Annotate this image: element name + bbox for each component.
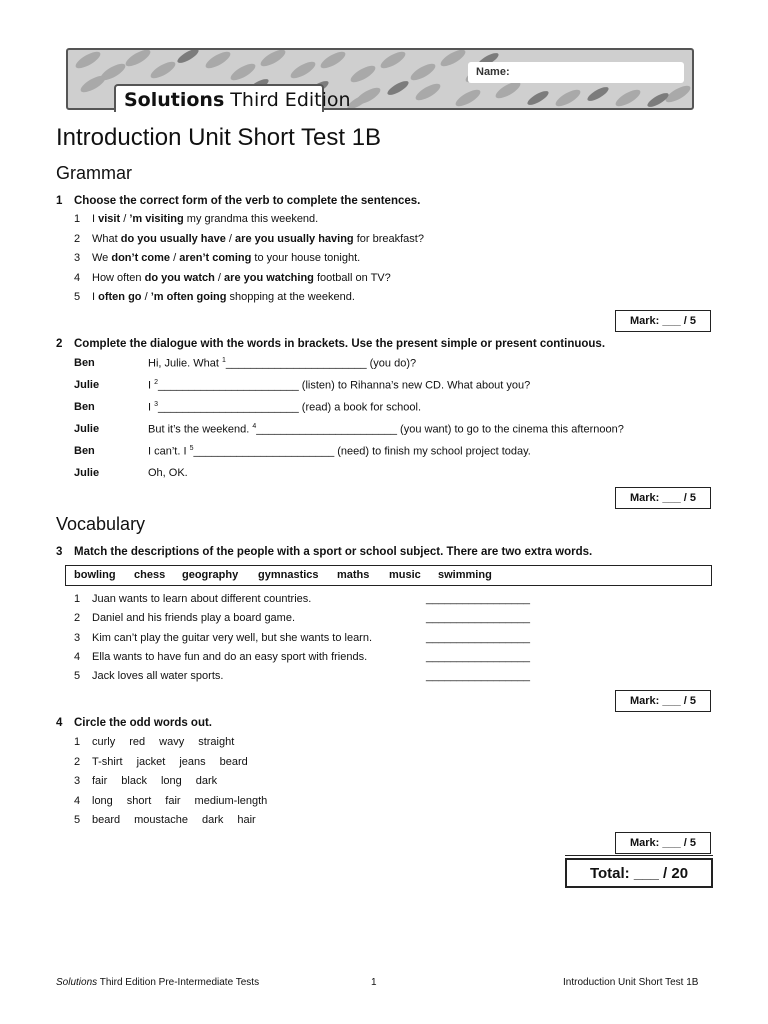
odd-word-option[interactable]: fair [165, 794, 181, 807]
odd-word-option[interactable]: straight [198, 736, 235, 748]
footer-left [56, 977, 259, 988]
odd-word-option[interactable]: jacket [136, 755, 166, 768]
odd-word-option[interactable]: dark [195, 775, 218, 787]
page-title: Introduction Unit Short Test 1B [56, 124, 382, 151]
item-number: 2 [74, 755, 81, 768]
word-option: geography [182, 569, 239, 581]
dialogue-line: But it’s the weekend. $^4$_______________________ (you want) to go to the cinema this afternoon? [148, 423, 624, 436]
footer-series: Solutions [56, 977, 98, 988]
item-text: Ella wants to have fun and do an easy sport with friends. [92, 650, 368, 663]
answer-blank[interactable]: _________________ [426, 631, 531, 644]
answer-blank[interactable]: _________________ [426, 593, 531, 605]
dialogue-speaker: Julie [74, 379, 100, 391]
item-text: Kim can’t play the guitar very well, but she wants to learn. [92, 631, 373, 644]
item-words [92, 814, 270, 826]
item-text: I visit / ’m visiting my grandma this weekend. [92, 213, 319, 225]
odd-word-option[interactable]: beard [92, 814, 121, 826]
item-number: 5 [74, 814, 81, 826]
odd-word-option[interactable]: moustache [134, 814, 188, 826]
section-vocabulary: Vocabulary [56, 514, 146, 534]
item-words [92, 756, 262, 768]
odd-word-option[interactable]: T-shirt [92, 755, 123, 768]
dialogue-speaker: Ben [74, 445, 95, 457]
question-2-instruction [56, 338, 605, 350]
question-text: Circle the odd words out. [74, 717, 213, 729]
odd-word-option[interactable]: long [160, 775, 182, 787]
question-3-instruction [56, 546, 592, 558]
odd-word-option[interactable]: hair [237, 814, 256, 826]
dialogue-line: I $^3$_______________________ (read) a book for school. [148, 401, 422, 414]
item-number: 1 [74, 593, 81, 605]
mark-box-q1: Mark: ___ / 5 [615, 310, 711, 332]
item-number: 5 [74, 670, 81, 683]
item-number: 2 [74, 232, 81, 245]
odd-word-option[interactable]: dark [201, 814, 224, 826]
item-number: 1 [74, 213, 81, 225]
mark-box-q3: Mark: ___ / 5 [615, 690, 711, 712]
question-text: Complete the dialogue with the words in brackets. Use the present simple or present continuous. [74, 338, 606, 350]
odd-word-option[interactable]: red [129, 736, 146, 748]
mark-box-q4: Mark: ___ / 5 [615, 832, 711, 854]
total-box: Total: ___ / 20 [565, 858, 713, 888]
dialogue-line: Hi, Julie. What $^1$_______________________ (you do)? [148, 357, 417, 370]
dialogue-speaker: Ben [74, 357, 95, 369]
odd-word-option[interactable]: jeans [179, 755, 206, 768]
item-text: Jack loves all water sports. [92, 670, 224, 683]
question-number: 1 [56, 195, 63, 207]
word-option: maths [337, 569, 370, 581]
question-text: Choose the correct form of the verb to complete the sentences. [74, 195, 421, 207]
item-number: 4 [74, 271, 81, 284]
dialogue-line: Oh, OK. [148, 467, 188, 479]
total-top-rule [565, 855, 713, 856]
item-text: How often do you watch / are you watching football on TV? [92, 271, 391, 284]
footer-right: Introduction Unit Short Test 1B [563, 977, 699, 988]
item-number: 3 [74, 775, 81, 787]
dialogue-line: I $^2$_______________________ (listen) to Rihanna’s new CD. What about you? [148, 379, 531, 392]
item-number: 3 [74, 631, 81, 644]
item-number: 2 [74, 612, 81, 625]
odd-word-option[interactable]: fair [92, 775, 108, 787]
odd-word-option[interactable]: medium-length [194, 794, 268, 807]
item-words [92, 795, 281, 807]
word-option: music [389, 569, 421, 581]
word-box [65, 565, 712, 586]
item-text: We don’t come / aren’t coming to your house tonight. [92, 252, 361, 264]
item-text: I often go / ’m often going shopping at the weekend. [92, 291, 355, 303]
question-1-instruction [56, 195, 420, 207]
dialogue-speaker: Julie [74, 423, 100, 435]
word-option: bowling [74, 569, 116, 581]
brand-bold: Solutions [124, 89, 225, 111]
item-number: 4 [74, 794, 81, 807]
odd-word-option[interactable]: black [121, 775, 147, 787]
word-option: swimming [438, 569, 492, 581]
item-number: 1 [74, 736, 81, 748]
brand-rest: Third Edition [224, 89, 351, 111]
mark-box-q2: Mark: ___ / 5 [615, 487, 711, 509]
item-text: Juan wants to learn about different countries. [92, 593, 312, 605]
item-text: Daniel and his friends play a board game. [92, 612, 296, 625]
dialogue-line: I can’t. I $^5$_______________________ (need) to finish my school project today. [148, 445, 531, 458]
odd-word-option[interactable]: short [126, 794, 152, 807]
page-number: 1 [371, 977, 377, 988]
dialogue-speaker: Ben [74, 401, 95, 413]
answer-blank[interactable]: _________________ [426, 612, 531, 625]
odd-word-option[interactable]: long [92, 794, 113, 807]
odd-word-option[interactable]: beard [219, 755, 248, 768]
odd-word-option[interactable]: curly [92, 736, 116, 748]
brand-logo [124, 89, 351, 111]
item-words [92, 775, 231, 787]
answer-blank[interactable]: _________________ [426, 670, 531, 683]
odd-word-option[interactable]: wavy [159, 736, 185, 748]
dialogue-speaker: Julie [74, 467, 100, 479]
question-number: 3 [56, 546, 63, 558]
item-number: 5 [74, 291, 81, 303]
item-words [92, 736, 248, 748]
question-4-instruction [56, 717, 212, 729]
item-number: 3 [74, 252, 81, 264]
answer-blank[interactable]: _________________ [426, 650, 531, 663]
question-number: 4 [56, 717, 63, 729]
question-number: 2 [56, 338, 63, 350]
word-option: chess [134, 569, 166, 581]
name-label: Name: [476, 66, 510, 78]
word-option: gymnastics [258, 569, 319, 581]
question-text: Match the descriptions of the people with a sport or school subject. There are two extra words. [74, 546, 593, 558]
section-grammar: Grammar [56, 163, 132, 183]
footer-book: Third Edition Pre-Intermediate Tests [97, 977, 260, 988]
item-number: 4 [74, 650, 81, 663]
item-text: What do you usually have / are you usually having for breakfast? [92, 232, 424, 245]
